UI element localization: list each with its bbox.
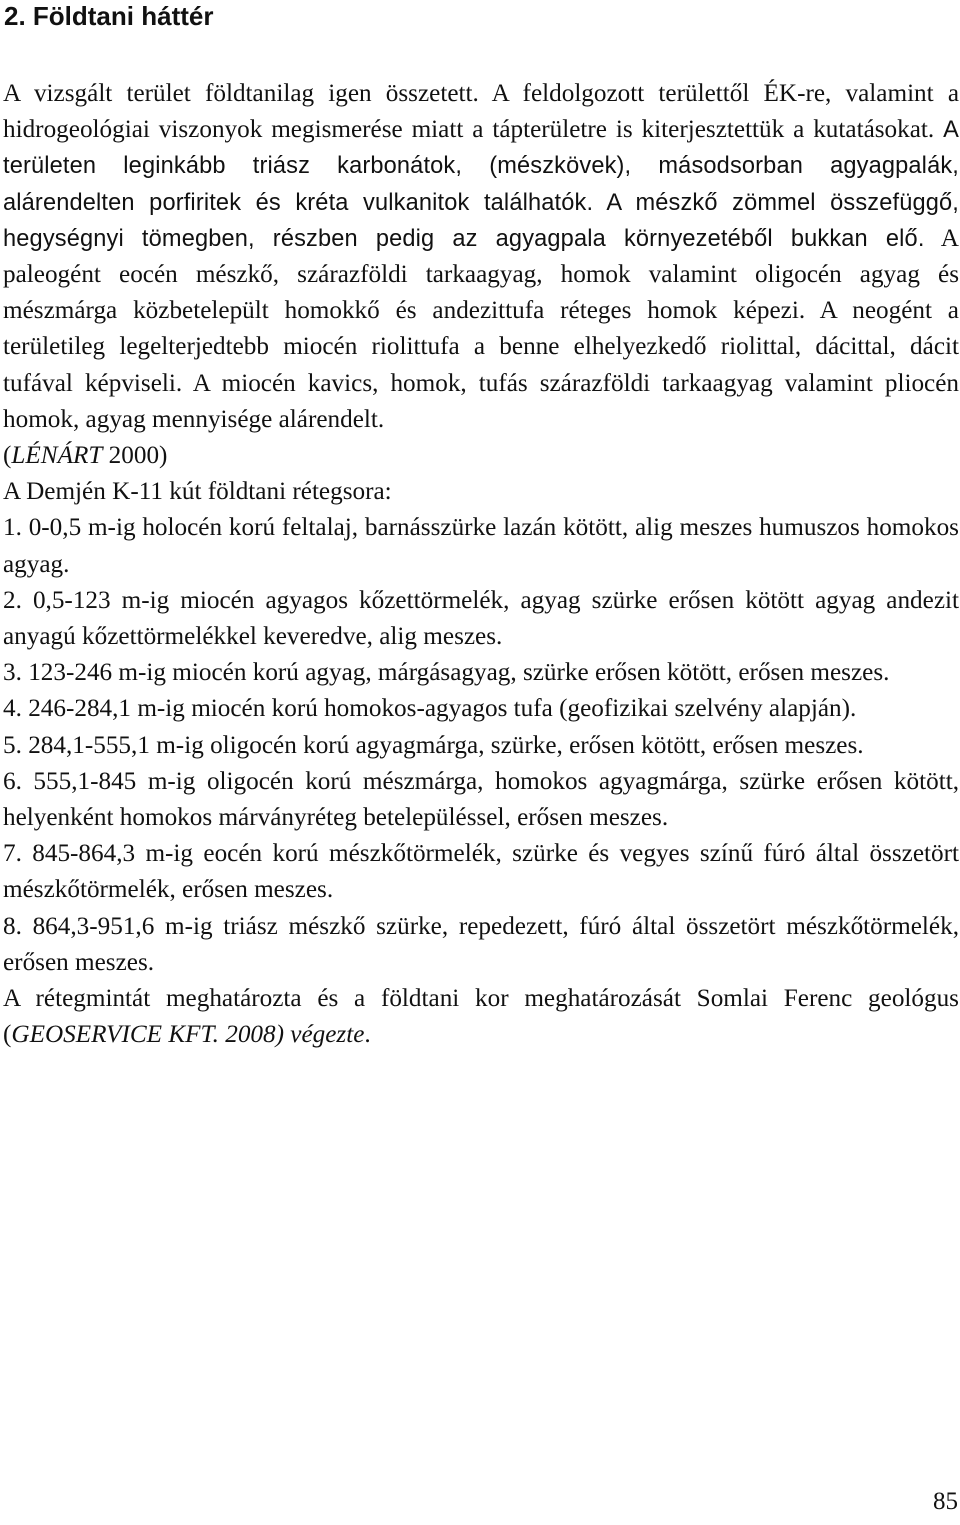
citation-open: ( xyxy=(3,442,12,470)
intro-text-serif: A vizsgált terület földtanilag igen összetett. A feldolgozott területtől ÉK-re, valamint a hidrogeológiai viszonyok megismerése miatt a tápterületre is kiterjesztettük a kutatásokat. xyxy=(3,80,959,144)
intro-text-rest: A paleogént eocén mészkő, szárazföldi tarkaagyag, homok valamint oligocén agyag és mészmárga közbetelepült homokkő és andezittufa réteges homok képezi. A neogént a területileg legelterjedtebb miocén riolittufa a benne elhelyezkedő riolittal, dácittal, dácit tufával képviseli. A miocén kavics, homok, tufás szárazföldi tarkaagyag valamint pliocén homok, agyag mennyisége alárendelt. xyxy=(3,224,959,433)
intro-paragraph xyxy=(3,76,959,438)
closing-paragraph xyxy=(3,981,959,1053)
sequence-item-3: 3. 123-246 m-ig miocén korú agyag, márgásagyag, szürke erősen kötött, erősen meszes. xyxy=(3,659,890,687)
sequence-item-2: 2. 0,5-123 m-ig miocén agyagos kőzettörmelék, agyag szürke erősen kötött agyag andezit anyagú kőzettörmelékkel keveredve, alig meszes. xyxy=(3,586,959,651)
closing-text: A rétegmintát meghatározta és a földtani kor meghatározását Somlai Ferenc geológus ( xyxy=(3,985,959,1049)
citation-year: 2000) xyxy=(102,442,168,470)
citation-author: LÉNÁRT xyxy=(11,442,103,470)
citation xyxy=(3,438,959,474)
page-number: 85 xyxy=(933,1488,958,1515)
body-text xyxy=(3,76,959,1053)
sequence-item-7: 7. 845-864,3 m-ig eocén korú mészkőtörmelék, szürke és vegyes színű fúró által összetört mészkőtörmelék, erősen meszes. xyxy=(3,840,959,904)
section-heading: 2. Földtani háttér xyxy=(4,1,214,31)
closing-end: . xyxy=(364,1021,371,1049)
sequence-item-4: 4. 246-284,1 m-ig miocén korú homokos-agyagos tufa (geofizikai szelvény alapján). xyxy=(3,695,857,723)
sequence-item-5: 5. 284,1-555,1 m-ig oligocén korú agyagmárga, szürke, erősen kötött, erősen meszes. xyxy=(3,731,864,759)
sequence-title: A Demjén K-11 kút földtani rétegsora: xyxy=(3,478,392,506)
sequence-item-6: 6. 555,1-845 m-ig oligocén korú mészmárga, homokos agyagmárga, szürke erősen kötött, helyenként homokos márványréteg betelepüléssel, erősen meszes. xyxy=(3,767,959,832)
sequence-item-8: 8. 864,3-951,6 m-ig triász mészkő szürke, repedezett, fúró által összetört mészkőtörmelék, erősen meszes. xyxy=(3,912,959,976)
closing-italic: GEOSERVICE KFT. 2008) végezte xyxy=(11,1021,365,1049)
intro-text-sans: A területen leginkább triász karbonátok, (mészkövek), másodsorban agyagpalák, alárendelten porfiritek és kréta vulkanitok találhatók. A mészkő zömmel összefüggő, hegységnyi tömegben, részben pedig az agyagpala környezetéből bukkan elő. xyxy=(3,117,959,252)
sequence-item-1: 1. 0-0,5 m-ig holocén korú feltalaj, barnásszürke lazán kötött, alig meszes humuszos homokos agyag. xyxy=(3,514,959,578)
